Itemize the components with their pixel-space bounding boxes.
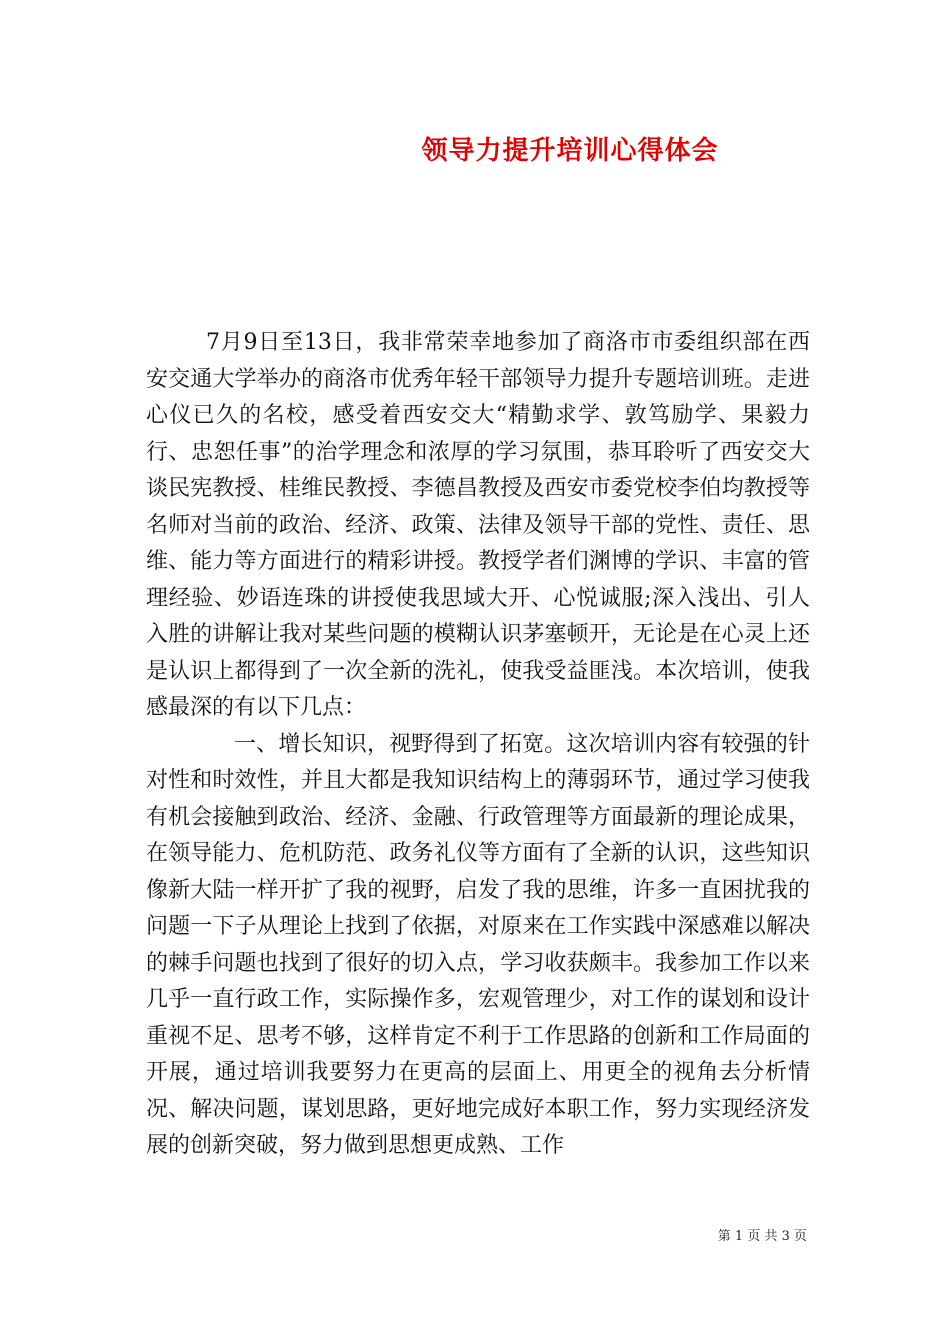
document-body — [146, 325, 810, 1165]
paragraph-intro: 7月9日至13日，我非常荣幸地参加了商洛市市委组织部在西安交通大学举办的商洛市优秀年轻干部领导力提升专题培训班。走进心仪已久的名校，感受着西安交大“精勤求学、敦笃励学、果毅力行、忠恕任事”的治学理念和浓厚的学习氛围，恭耳聆听了西安交大谈民宪教授、桂维民教授、李德昌教授及西安市委党校李伯均教授等名师对当前的政治、经济、政策、法律及领导干部的党性、责任、思维、能力等方面进行的精彩讲授。教授学者们渊博的学识、丰富的管理经验、妙语连珠的讲授使我思域大开、心悦诚服;深入浅出、引人入胜的讲解让我对某些问题的模糊认识茅塞顿开，无论是在心灵上还是认识上都得到了一次全新的洗礼，使我受益匪浅。本次培训，使我感最深的有以下几点： — [146, 330, 810, 720]
page-footer: 第 1 页 共 3 页 — [717, 1229, 807, 1244]
paragraph-section-1: 一、增长知识，视野得到了拓宽。这次培训内容有较强的针对性和时效性，并且大都是我知识结构上的薄弱环节，通过学习使我有机会接触到政治、经济、金融、行政管理等方面最新的理论成果，在领导能力、危机防范、政务礼仪等方面有了全新的认识，这些知识像新大陆一样开扩了我的视野，启发了我的思维，许多一直困扰我的问题一下子从理论上找到了依据，对原来在工作实践中深感难以解决的棘手问题也找到了很好的切入点，学习收获颇丰。我参加工作以来几乎一直行政工作，实际操作多，宏观管理少，对工作的谋划和设计重视不足、思考不够，这样肯定不利于工作思路的创新和工作局面的开展，通过培训我要努力在更高的层面上、用更全的视角去分析情况、解决问题，谋划思路，更好地完成好本职工作，努力实现经济发展的创新突破，努力做到思想更成熟、工作 — [146, 731, 810, 1158]
document-title: 领导力提升培训心得体会 — [421, 136, 719, 166]
